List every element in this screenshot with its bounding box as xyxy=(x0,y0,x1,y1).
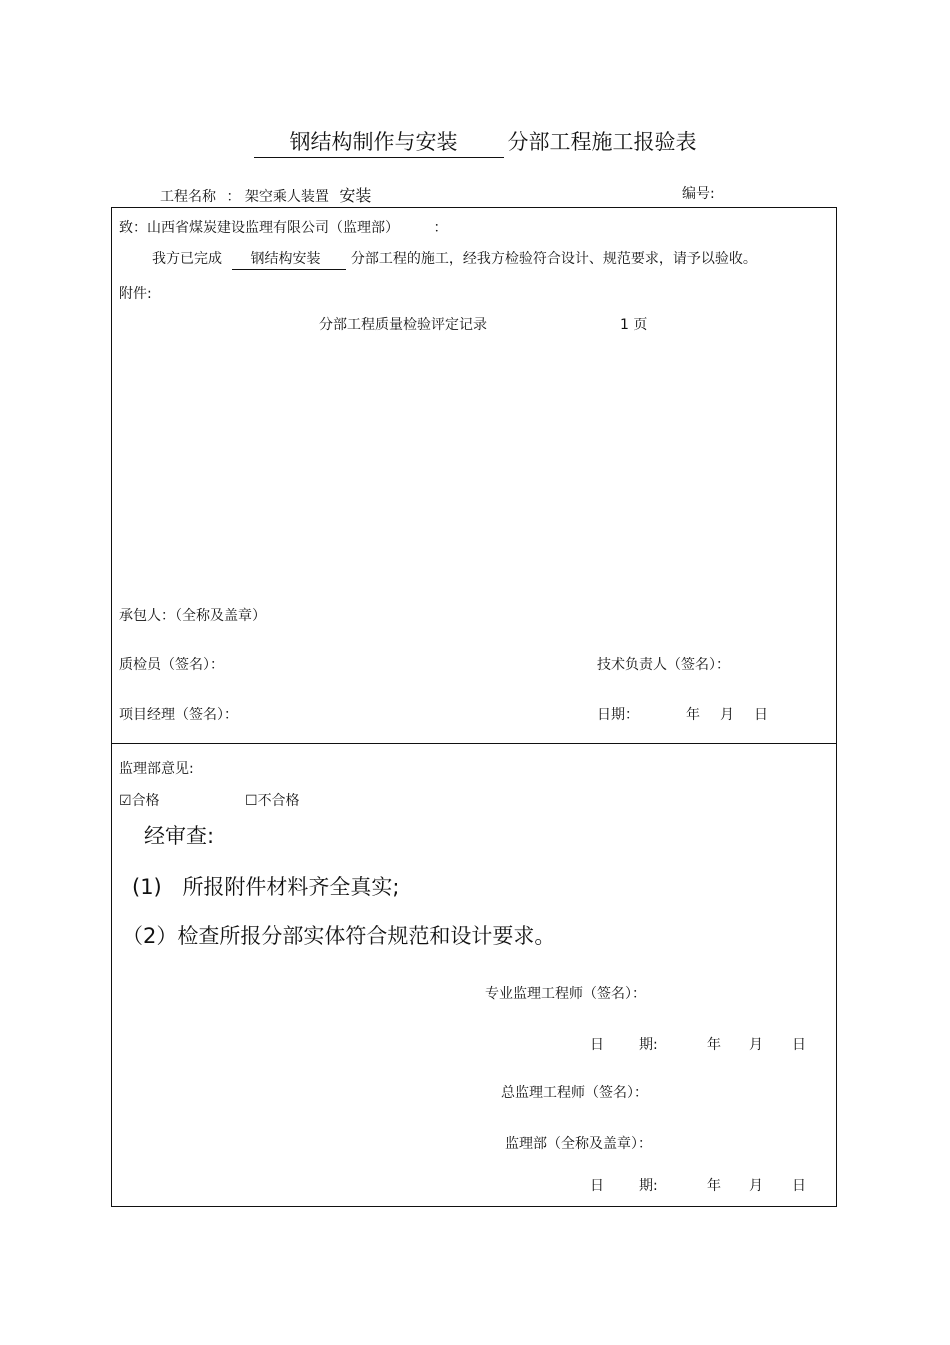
fail-label: 不合格 xyxy=(257,793,300,809)
engineer-signature-label: 专业监理工程师（签名）： xyxy=(485,986,646,1002)
completion-suffix: 分部工程的施工，经我方检验符合设计、规范要求，请予以验收。 xyxy=(350,251,757,267)
engineer-date-day-label: 日 xyxy=(590,1037,604,1053)
review-item-1 xyxy=(132,871,400,901)
dept-date-day-label: 日 xyxy=(590,1178,604,1194)
review-item-1-number: (1) xyxy=(132,875,162,899)
dept-date-year: 年 xyxy=(707,1178,721,1194)
form-title xyxy=(0,126,950,158)
review-item-2: （2）检查所报分部实体符合规范和设计要求。 xyxy=(122,924,556,948)
engineer-date-period-label: 期: xyxy=(639,1037,658,1053)
fail-option[interactable] xyxy=(245,790,300,810)
attachment-item: 分部工程质量检验评定记录 xyxy=(319,317,487,333)
project-name-value: 架空乘人装置 xyxy=(244,189,329,205)
dept-date-day: 日 xyxy=(792,1178,806,1194)
request-date-year: 年 xyxy=(686,707,700,723)
pass-checkbox-icon[interactable]: ☑ xyxy=(119,793,132,809)
request-date-label: 日期： xyxy=(597,707,639,723)
attachment-label: 附件: xyxy=(119,286,152,302)
completion-prefix: 我方已完成 xyxy=(152,251,222,267)
review-item-1-text: 所报附件材料齐全真实; xyxy=(182,875,400,899)
project-name-value-b: 安装 xyxy=(339,186,372,205)
supervision-dept-label: 监理部（全称及盖章）： xyxy=(505,1136,652,1152)
contractor-label: 承包人：（全称及盖章） xyxy=(119,608,266,624)
engineer-date-year: 年 xyxy=(707,1037,721,1053)
engineer-date-day: 日 xyxy=(792,1037,806,1053)
completion-work-item: 钢结构安装 xyxy=(232,248,346,270)
title-form-name: 分部工程施工报验表 xyxy=(507,130,697,154)
project-name-label: 工程名称 xyxy=(160,189,216,205)
project-manager-signature-label: 项目经理（签名）： xyxy=(119,707,238,723)
opinion-label: 监理部意见: xyxy=(119,761,194,777)
attachment-pages: 1 页 xyxy=(620,317,648,333)
dept-date-period-label: 期: xyxy=(639,1178,658,1194)
addressee-colon: ： xyxy=(433,220,448,236)
inspector-signature-label: 质检员（签名）： xyxy=(119,657,224,673)
addressee-text: 致：山西省煤炭建设监理有限公司（监理部） xyxy=(119,220,399,236)
pass-option[interactable] xyxy=(119,790,160,810)
supervision-section xyxy=(111,744,837,1207)
review-label: 经审查: xyxy=(144,824,215,848)
tech-lead-signature-label: 技术负责人（签名）： xyxy=(597,657,730,673)
project-name-row xyxy=(160,183,371,206)
engineer-date-month: 月 xyxy=(749,1037,763,1053)
chief-engineer-signature-label: 总监理工程师（签名）： xyxy=(501,1085,648,1101)
fail-checkbox-icon[interactable]: ☐ xyxy=(245,793,258,809)
addressee-line xyxy=(119,217,447,237)
title-project-type: 钢结构制作与安装 xyxy=(254,126,504,158)
request-date-month: 月 xyxy=(720,707,734,723)
request-date-day: 日 xyxy=(754,707,768,723)
pass-label: 合格 xyxy=(131,793,160,809)
completion-statement xyxy=(152,248,757,270)
form-number-label: 编号: xyxy=(682,186,715,202)
dept-date-month: 月 xyxy=(749,1178,763,1194)
project-name-sep: ： xyxy=(226,189,241,205)
